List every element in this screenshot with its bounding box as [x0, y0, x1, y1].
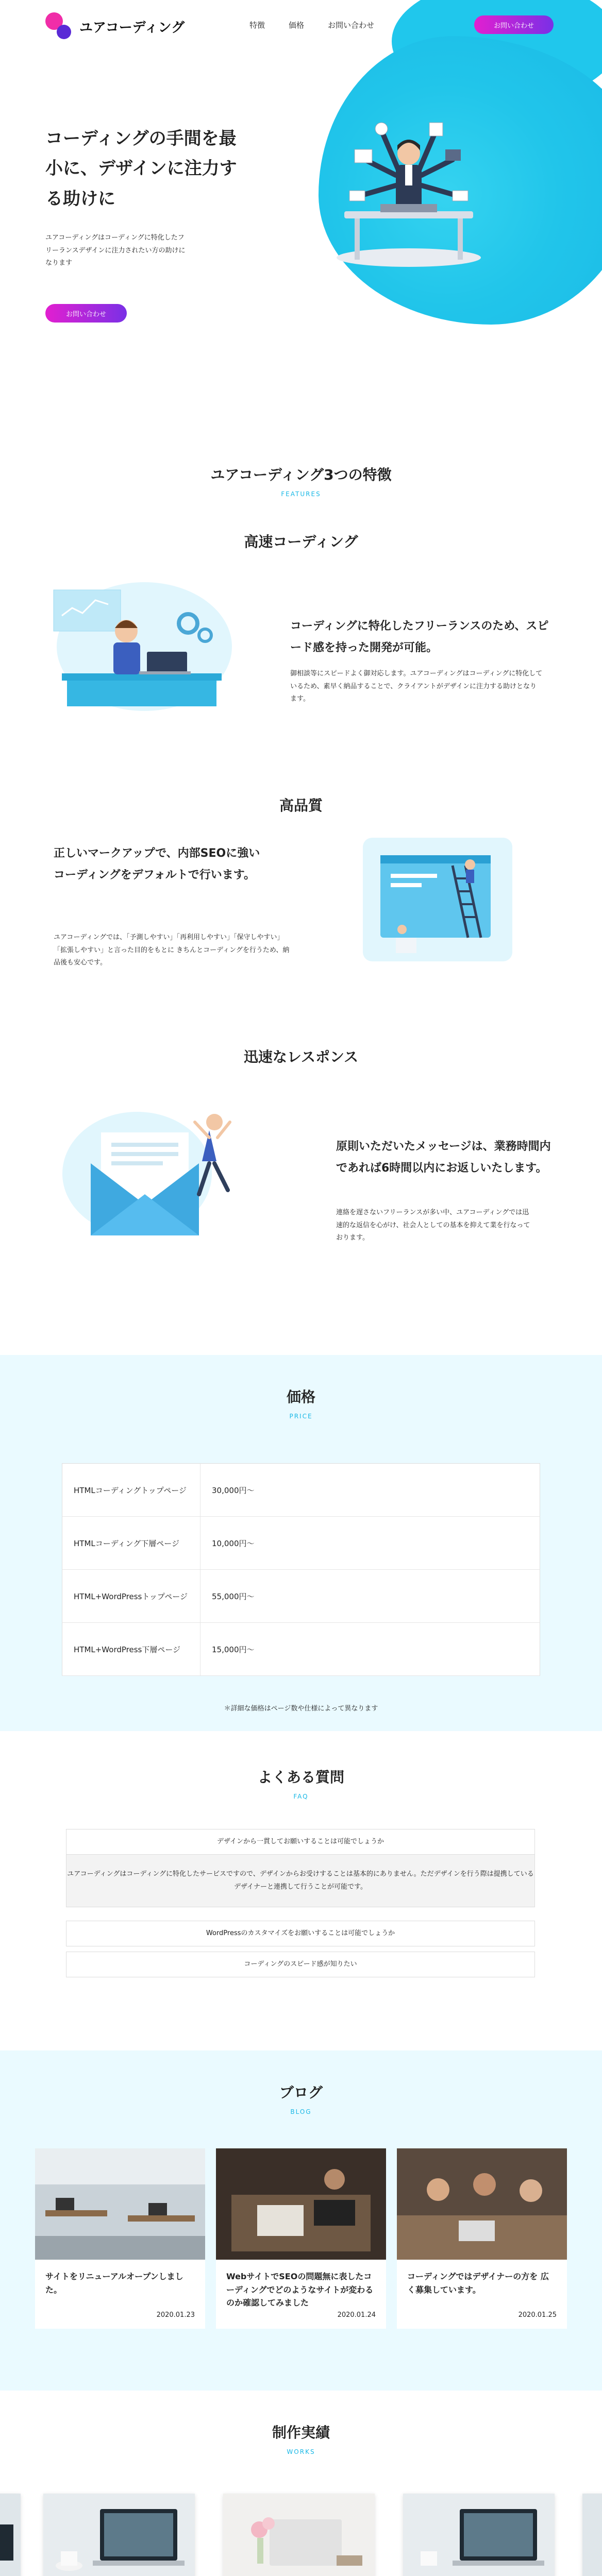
- price-table: [62, 1463, 540, 1676]
- nav-price[interactable]: 価格: [289, 21, 305, 30]
- laptop-photo: [582, 2494, 602, 2576]
- price-value: 10,000円～: [200, 1517, 540, 1570]
- pricing-subtitle: PRICE: [289, 1413, 313, 1420]
- hero-contact-button[interactable]: お問い合わせ: [45, 304, 127, 323]
- faq-question[interactable]: デザインから一貫してお願いすることは可能でしょうか: [216, 1838, 384, 1845]
- blog-title-text: WebサイトでSEOの問題無に表したコーディングでどのようなサイトが変わるのか確認してみました: [226, 2272, 374, 2308]
- price-value: 15,000円～: [200, 1623, 540, 1676]
- table-row: [62, 1464, 540, 1517]
- blog-card[interactable]: [397, 2148, 567, 2329]
- feature-lead: コーディングに特化したフリーランスのため、スピード感を持った開発が可能。: [290, 620, 549, 654]
- blog-subtitle: BLOG: [290, 2108, 312, 2115]
- table-row: [62, 1623, 540, 1676]
- faq-item[interactable]: [66, 1952, 535, 1977]
- work-card-partial[interactable]: [0, 2494, 21, 2576]
- site-header: [0, 0, 602, 49]
- price-plan-name: HTMLコーディングトップページ: [62, 1464, 200, 1517]
- work-card[interactable]: [223, 2494, 375, 2576]
- logo-mark: [45, 12, 74, 40]
- blog-date: 2020.01.24: [337, 2311, 376, 2319]
- faq-section: [0, 1731, 602, 2050]
- price-value: 55,000円～: [200, 1570, 540, 1623]
- blog-date: 2020.01.25: [518, 2311, 557, 2319]
- blog-card[interactable]: [216, 2148, 386, 2329]
- team-photo: [397, 2148, 567, 2260]
- price-note: ＊詳細な価格はページ数や仕様によって異なります: [224, 1705, 378, 1713]
- work-card[interactable]: [403, 2494, 555, 2576]
- feature-title: 高品質: [279, 797, 323, 814]
- feature-desc: ユアコーディングでは、「予測しやすい」「再利用しやすい」「保守しやすい」「拡張しやすい」と言った目的をもとに きちんとコーディングを行うため、納品後も安心です。: [54, 934, 290, 967]
- meeting-photo: [216, 2148, 386, 2260]
- faq-question[interactable]: コーディングのスピード感が知りたい: [244, 1960, 357, 1968]
- features-section: [0, 376, 602, 1355]
- nav-features[interactable]: 特徴: [249, 21, 265, 30]
- price-plan-name: HTML+WordPressトップページ: [62, 1570, 200, 1623]
- feature-desc: 連絡を遅さないフリーランスが多い中、ユアコーディングでは迅速的な返信を心がけ、社会人としての基本を抑えて業を行なっております。: [336, 1209, 530, 1242]
- feature-desc: 御相談等にスピードよく御対応します。ユアコーディングはコーディングに特化しているため、素早く納品することで、クライアントがデザインに注力する助けとなります。: [290, 670, 543, 703]
- works-subtitle: WORKS: [287, 2448, 315, 2455]
- price-plan-name: HTMLコーディング下層ページ: [62, 1517, 200, 1570]
- features-subtitle: FEATURES: [281, 490, 321, 498]
- header-contact-button[interactable]: お問い合わせ: [474, 15, 554, 34]
- pricing-section: [0, 1355, 602, 1731]
- feature-title: 迅速なレスポンス: [243, 1048, 359, 1065]
- blog-card[interactable]: [35, 2148, 205, 2329]
- blog-date: 2020.01.23: [156, 2311, 195, 2319]
- faq-title: よくある質問: [257, 1769, 344, 1786]
- laptop-photo: [43, 2494, 195, 2576]
- flowers-desk-photo: [223, 2494, 375, 2576]
- developer-at-desk-illustration: [52, 574, 237, 719]
- nav-contact[interactable]: お問い合わせ: [328, 21, 375, 30]
- price-value: 30,000円～: [200, 1464, 540, 1517]
- features-title: ユアコーディング3つの特徴: [210, 466, 392, 483]
- table-row: [62, 1570, 540, 1623]
- hero: [0, 0, 602, 376]
- faq-answer: ユアコーディングはコーディングに特化したサービスですので、デザインからお受けすることは基本的にありません。ただデザインを行う際は提携しているデザイナーと連携して行うことが可能です。: [66, 1854, 534, 1907]
- faq-item[interactable]: [66, 1921, 535, 1946]
- hero-title: コーディングの手間を最小に、デザインに注力する助けに: [45, 128, 237, 209]
- table-row: [62, 1517, 540, 1570]
- global-nav: [249, 20, 398, 30]
- price-plan-name: HTML+WordPress下層ページ: [62, 1623, 200, 1676]
- works-section: [0, 2391, 602, 2576]
- faq-question[interactable]: WordPressのカスタマイズをお願いすることは可能でしょうか: [206, 1929, 395, 1937]
- blog-title-text: コーディングではデザイナーの方を 広く募集しています。: [407, 2272, 549, 2295]
- blog-title-text: サイトをリニューアルオープンしました。: [45, 2272, 183, 2295]
- feature-lead: 原則いただいたメッセージは、業務時間内であれば6時間以内にお返しいたします。: [336, 1140, 551, 1175]
- building-website-illustration: [360, 835, 515, 969]
- work-card-partial[interactable]: [582, 2494, 602, 2576]
- feature-title: 高速コーディング: [244, 533, 358, 550]
- multitasking-person-illustration: [324, 88, 494, 273]
- hero-text: ユアコーディングはコーディングに特化したフリーランスデザインに注力されたい方の助けになります: [45, 234, 186, 267]
- laptop-photo: [403, 2494, 555, 2576]
- work-card[interactable]: [43, 2494, 195, 2576]
- blog-section: [0, 2050, 602, 2391]
- logo-text: ユアコーディング: [79, 20, 185, 36]
- pricing-title: 価格: [286, 1388, 315, 1405]
- feature-lead: 正しいマークアップで、内部SEOに強いコーディングをデフォルトで行います。: [54, 847, 260, 882]
- works-title: 制作実績: [272, 2424, 330, 2441]
- logo[interactable]: [45, 12, 185, 40]
- envelope-message-illustration: [60, 1091, 250, 1246]
- laptop-photo: [0, 2494, 21, 2576]
- office-photo: [35, 2148, 205, 2260]
- faq-item[interactable]: [66, 1829, 535, 1907]
- blog-title: ブログ: [279, 2084, 323, 2101]
- faq-subtitle: FAQ: [293, 1793, 309, 1800]
